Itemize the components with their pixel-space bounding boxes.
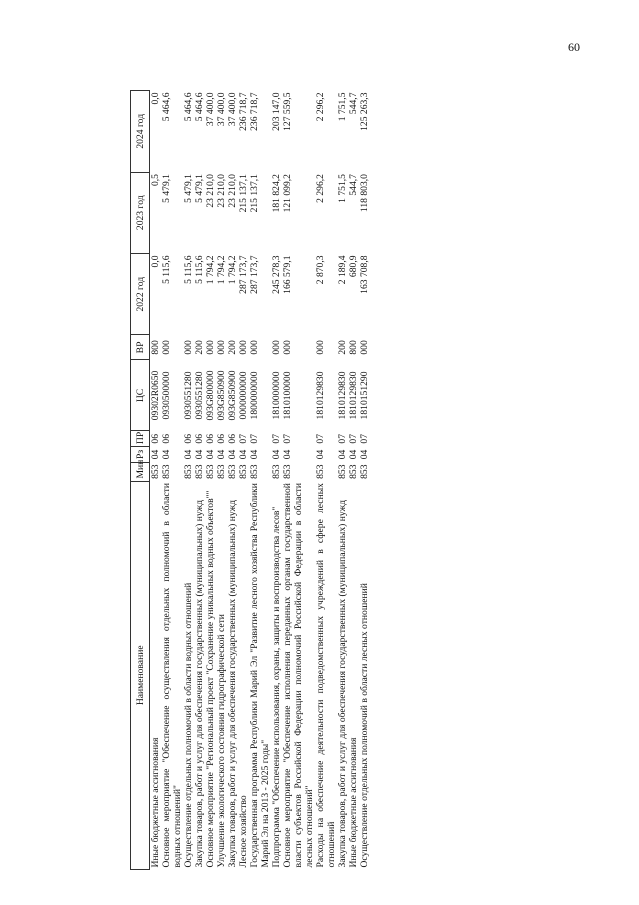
- cell-name: Осуществление отдельных полномочий в области лесных отношений: [359, 583, 370, 868]
- cell-2023: 5 479,1: [183, 174, 194, 203]
- table-body: [150, 91, 371, 870]
- table-row: [271, 91, 282, 870]
- cell-2024: 127 559,5: [282, 92, 293, 131]
- cell-vr: 200: [194, 340, 205, 355]
- cell-cs: 0930500000: [161, 371, 172, 420]
- table-row: [282, 91, 315, 870]
- cell-rz: 04: [348, 449, 359, 460]
- cell-cs: 1810000000: [271, 371, 282, 420]
- cell-2022: 2 870,3: [315, 255, 326, 285]
- cell-2024: 1 751,5: [337, 92, 348, 122]
- cell-2023: 2 296,2: [315, 174, 326, 203]
- cell-vr: 800: [150, 340, 161, 355]
- cell-pr: 07: [315, 433, 326, 444]
- cell-pr: 06: [161, 433, 172, 444]
- cell-vr: 800: [348, 340, 359, 355]
- cell-vr: 000: [205, 340, 216, 355]
- cell-min: 853: [315, 464, 326, 479]
- table-row: [161, 91, 183, 870]
- cell-cs: 093G850900: [227, 370, 238, 421]
- cell-min: 853: [194, 464, 205, 479]
- cell-rz: 04: [194, 449, 205, 460]
- table-row: [238, 91, 249, 870]
- cell-cs: 1810100000: [282, 371, 293, 420]
- cell-cs: 1810129830: [337, 371, 348, 420]
- cell-min: 853: [161, 464, 172, 479]
- cell-vr: 000: [249, 340, 260, 355]
- cell-2024: 203 147,0: [271, 92, 282, 131]
- cell-2022: 0,0: [150, 255, 161, 268]
- cell-name: Государственная программа Республики Марий Эл "Развитие лесного хозяйства Республики Марий Эл на 2013 - 2025 годы": [249, 483, 271, 868]
- cell-vr: 000: [216, 340, 227, 355]
- cell-min: 853: [249, 464, 260, 479]
- cell-rz: 04: [216, 449, 227, 460]
- cell-2024: 236 718,7: [238, 92, 249, 131]
- cell-name: Улучшение экологического состояния гидрографической сети: [216, 614, 227, 868]
- cell-rz: 04: [271, 449, 282, 460]
- cell-pr: 06: [216, 433, 227, 444]
- table-row: [359, 91, 370, 870]
- cell-vr: 200: [337, 340, 348, 355]
- cell-2023: 0,5: [150, 174, 161, 187]
- cell-name: Иные бюджетные ассигнования: [348, 737, 359, 868]
- cell-cs: 0930551280: [194, 371, 205, 420]
- cell-min: 853: [183, 464, 194, 479]
- cell-name: Расходы на обеспечение деятельности подведомственных учреждений в сфере лесных отношений: [315, 483, 337, 868]
- page-number: 60: [568, 40, 580, 54]
- cell-pr: 07: [337, 433, 348, 444]
- cell-pr: 07: [359, 433, 370, 444]
- cell-min: 853: [348, 464, 359, 479]
- cell-vr: 000: [161, 340, 172, 355]
- cell-2024: 5 464,6: [161, 92, 172, 122]
- table-row: [183, 91, 194, 870]
- cell-rz: 04: [183, 449, 194, 460]
- cell-vr: 000: [271, 340, 282, 355]
- cell-2023: 121 099,2: [282, 174, 293, 213]
- table-row: [315, 91, 337, 870]
- cell-rz: 04: [359, 449, 370, 460]
- header-cs: ЦС: [131, 360, 150, 431]
- header-rz: Рз: [131, 447, 150, 463]
- cell-min: 853: [227, 464, 238, 479]
- table-row: [337, 91, 348, 870]
- cell-2022: 5 115,6: [183, 255, 194, 284]
- cell-pr: 07: [271, 433, 282, 444]
- cell-2023: 1 751,5: [337, 174, 348, 203]
- cell-2024: 544,7: [348, 92, 359, 115]
- cell-rz: 04: [249, 449, 260, 460]
- cell-vr: 000: [238, 340, 249, 355]
- header-2023: 2023 год: [131, 172, 150, 253]
- cell-name: Основное мероприятие "Региональный проект "Сохранение уникальных водных объектов"": [205, 490, 216, 868]
- cell-rz: 04: [161, 449, 172, 460]
- cell-2022: 166 579,1: [282, 255, 293, 294]
- cell-min: 853: [337, 464, 348, 479]
- cell-2023: 215 137,1: [249, 174, 260, 213]
- cell-rz: 04: [238, 449, 249, 460]
- cell-2022: 163 708,8: [359, 255, 370, 294]
- cell-2023: 181 824,2: [271, 174, 282, 213]
- cell-cs: 1800000000: [249, 371, 260, 420]
- cell-min: 853: [238, 464, 249, 479]
- cell-2024: 37 400,0: [216, 92, 227, 127]
- cell-name: Закупка товаров, работ и услуг для обеспечения государственных (муниципальных) нужд: [194, 499, 205, 868]
- cell-min: 853: [216, 464, 227, 479]
- cell-pr: 07: [238, 433, 249, 444]
- cell-pr: 06: [205, 433, 216, 444]
- cell-cs: 0000000000: [238, 371, 249, 420]
- header-2022: 2022 год: [131, 253, 150, 334]
- table-row: [227, 91, 238, 870]
- cell-2022: 5 115,6: [161, 255, 172, 284]
- cell-2023: 23 210,0: [216, 174, 227, 208]
- cell-2024: 125 263,3: [359, 92, 370, 131]
- table-row: [216, 91, 227, 870]
- cell-min: 853: [150, 464, 161, 479]
- cell-2022: 5 115,6: [194, 255, 205, 284]
- cell-cs: 0930551280: [183, 371, 194, 420]
- cell-name: Закупка товаров, работ и услуг для обеспечения государственных (муниципальных) нужд: [227, 499, 238, 868]
- cell-cs: 1810129830: [348, 371, 359, 420]
- cell-2024: 5 464,6: [183, 92, 194, 122]
- cell-2022: 287 173,7: [238, 255, 249, 294]
- cell-rz: 04: [282, 449, 293, 460]
- cell-2023: 118 803,0: [359, 174, 370, 213]
- cell-pr: 07: [282, 433, 293, 444]
- header-2024: 2024 год: [131, 91, 150, 173]
- cell-2022: 2 189,4: [337, 255, 348, 285]
- cell-2024: 37 400,0: [227, 92, 238, 127]
- cell-pr: 06: [150, 433, 161, 444]
- cell-2022: 245 278,3: [271, 255, 282, 294]
- cell-vr: 000: [359, 340, 370, 355]
- table-row: [348, 91, 359, 870]
- cell-rz: 04: [205, 449, 216, 460]
- cell-rz: 04: [227, 449, 238, 460]
- cell-cs: 1810151290: [359, 371, 370, 420]
- cell-2024: 37 400,0: [205, 92, 216, 127]
- cell-2023: 23 210,0: [227, 174, 238, 208]
- budget-table: [130, 90, 370, 870]
- cell-name: Подпрограмма "Обеспечение использования, охраны, защиты и воспроизводства лесов": [271, 506, 282, 868]
- cell-name: Осуществление отдельных полномочий в области водных отношений: [183, 582, 194, 868]
- cell-2023: 544,7: [348, 174, 359, 196]
- cell-min: 853: [359, 464, 370, 479]
- cell-2023: 215 137,1: [238, 174, 249, 213]
- rotated-page-content: [130, 90, 590, 870]
- cell-pr: 06: [183, 433, 194, 444]
- cell-2023: 5 479,1: [194, 174, 205, 203]
- cell-cs: 093G850900: [216, 370, 227, 421]
- cell-pr: 06: [227, 433, 238, 444]
- table-row: [150, 91, 162, 870]
- header-name: Наименование: [131, 481, 150, 869]
- cell-name: Иные бюджетные ассигнования: [150, 737, 161, 868]
- cell-min: 853: [282, 464, 293, 479]
- cell-vr: 000: [183, 340, 194, 355]
- cell-min: 853: [271, 464, 282, 479]
- table-header-row: [131, 91, 150, 870]
- cell-2024: 236 718,7: [249, 92, 260, 131]
- cell-2022: 680,9: [348, 255, 359, 278]
- cell-pr: 07: [249, 433, 260, 444]
- cell-2022: 1 794,2: [216, 255, 227, 285]
- cell-vr: 200: [227, 340, 238, 355]
- cell-2022: 287 173,7: [249, 255, 260, 294]
- table-row: [205, 91, 216, 870]
- header-vr: ВР: [131, 335, 150, 360]
- cell-name: Основное мероприятие "Обеспечение исполнения переданных органам государственной власти субъектов Российской Федерации полномочий Российской Федерации в области лесных отношений": [282, 483, 315, 868]
- cell-cs: 093G800000: [205, 370, 216, 421]
- header-min: Мин: [131, 462, 150, 481]
- cell-rz: 04: [315, 449, 326, 460]
- cell-2022: 1 794,2: [205, 255, 216, 285]
- cell-name: Лесное хозяйство: [238, 795, 249, 868]
- cell-2024: 2 296,2: [315, 92, 326, 122]
- cell-2023: 23 210,0: [205, 174, 216, 208]
- cell-2024: 0,0: [150, 92, 161, 105]
- cell-pr: 06: [194, 433, 205, 444]
- cell-pr: 07: [348, 433, 359, 444]
- header-pr: ПР: [131, 431, 150, 447]
- cell-rz: 04: [150, 449, 161, 460]
- cell-rz: 04: [337, 449, 348, 460]
- cell-cs: 1810129830: [315, 371, 326, 420]
- cell-name: Основное мероприятие "Обеспечение осуществления отдельных полномочий в области водных отношений": [161, 483, 183, 868]
- cell-min: 853: [205, 464, 216, 479]
- table-row: [249, 91, 271, 870]
- cell-name: Закупка товаров, работ и услуг для обеспечения государственных (муниципальных) нужд: [337, 499, 348, 868]
- cell-2023: 5 479,1: [161, 174, 172, 203]
- cell-2024: 5 464,6: [194, 92, 205, 122]
- cell-vr: 000: [282, 340, 293, 355]
- cell-vr: 000: [315, 340, 326, 355]
- table-row: [194, 91, 205, 870]
- cell-cs: 09302R0650: [150, 370, 161, 421]
- cell-2022: 1 794,2: [227, 255, 238, 285]
